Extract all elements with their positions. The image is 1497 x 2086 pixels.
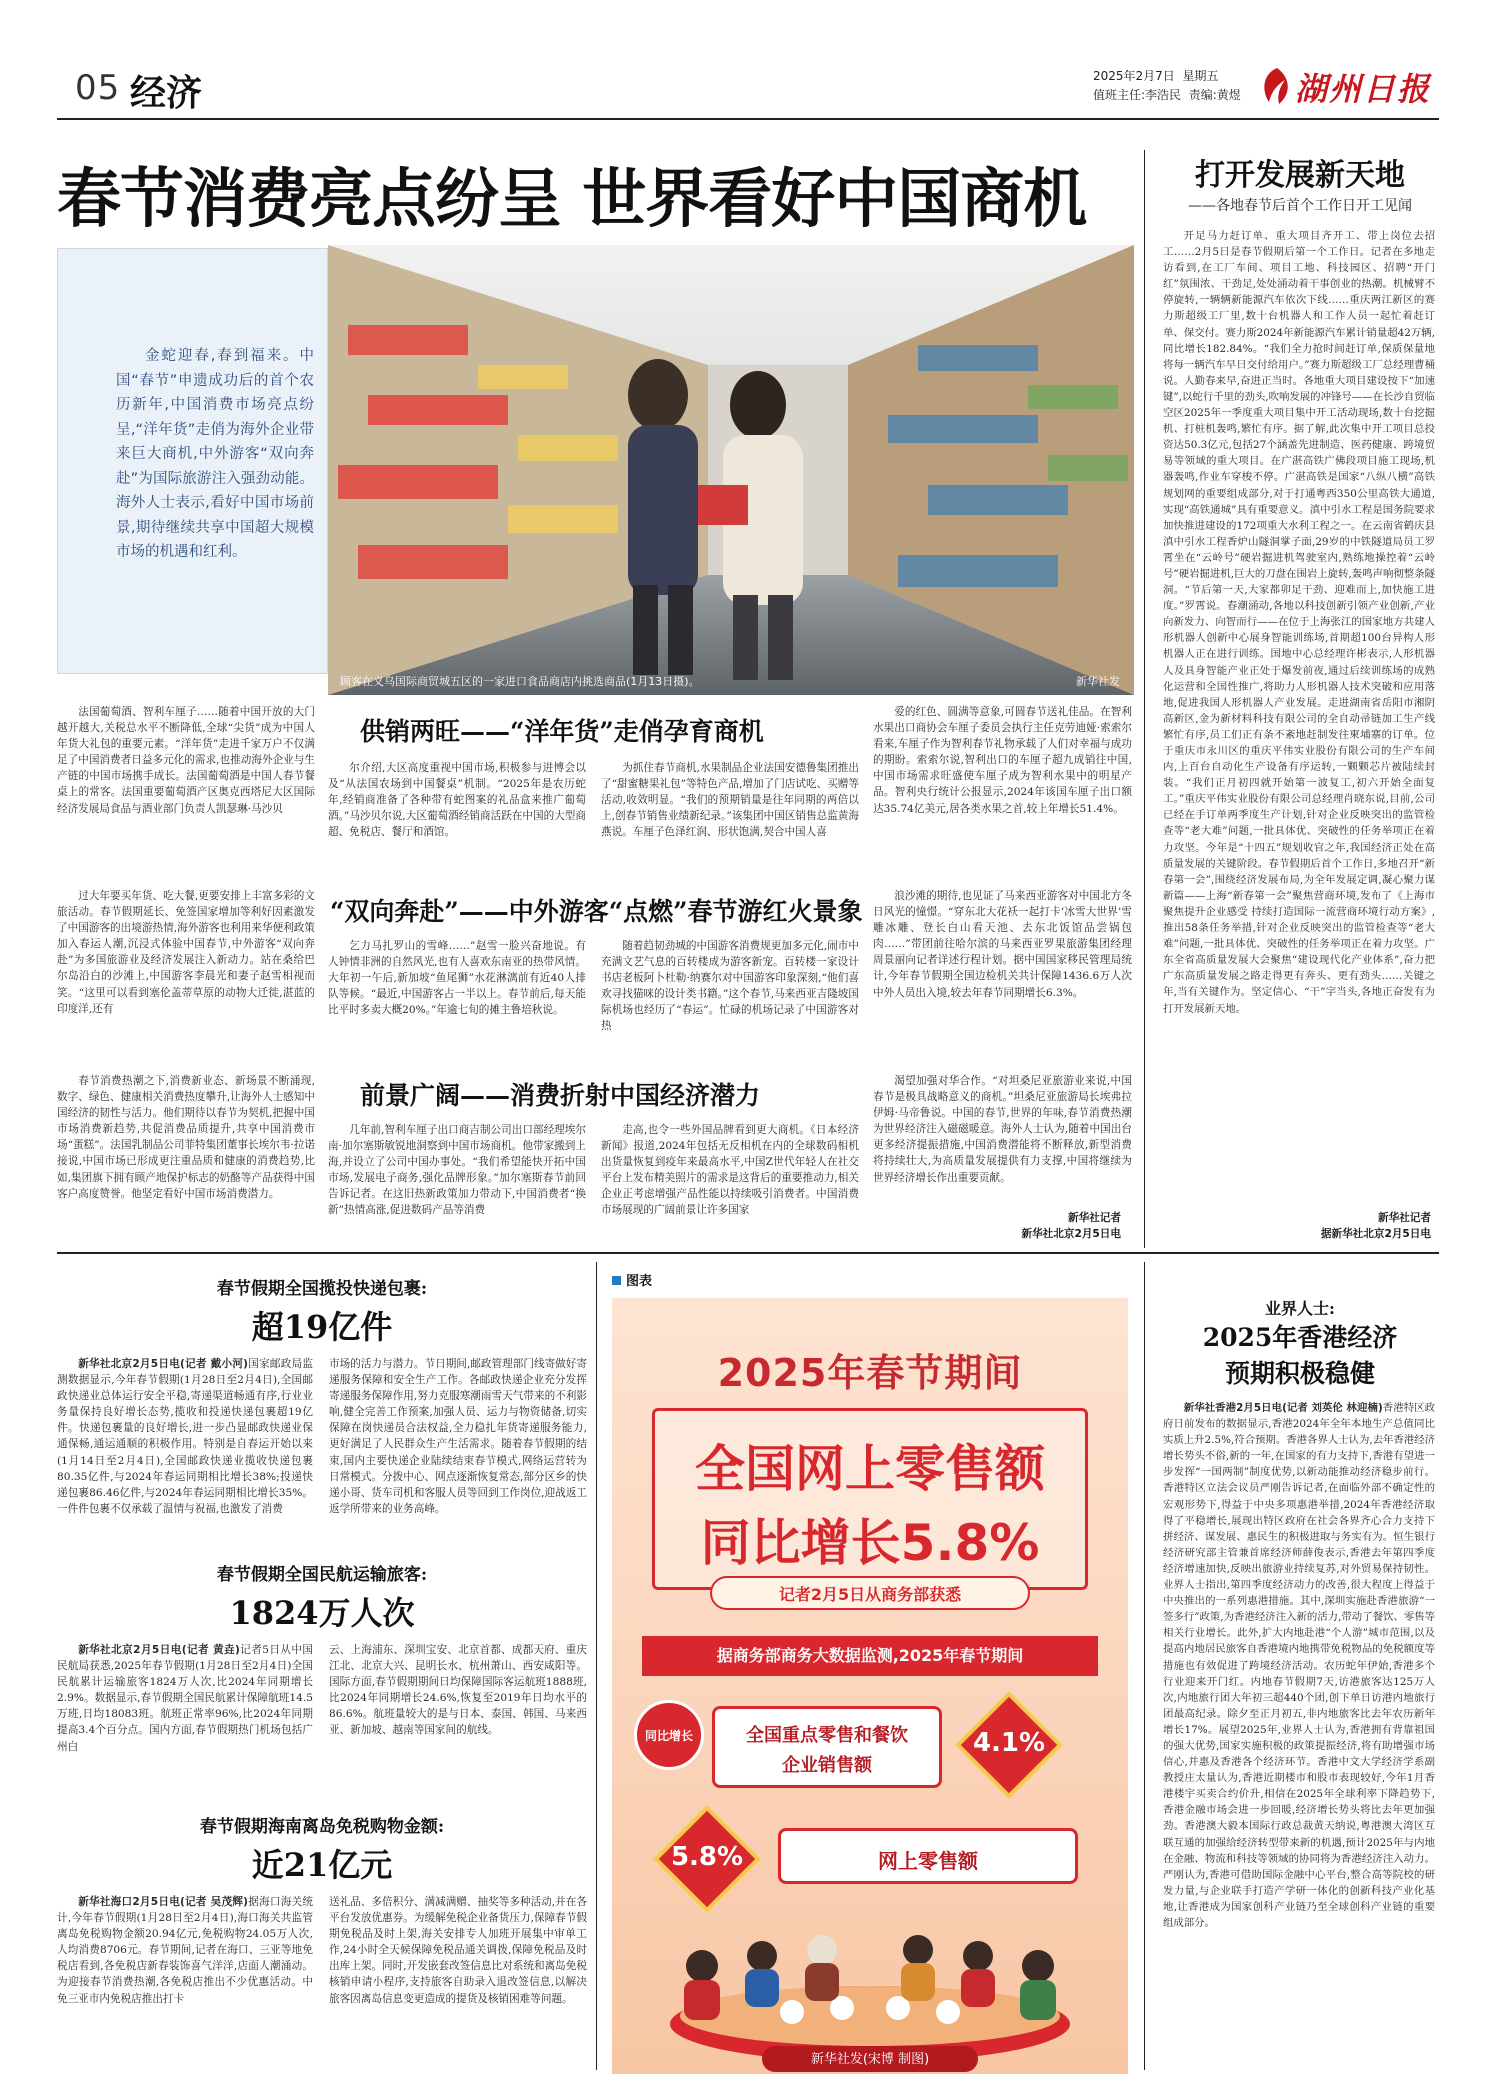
infographic-item2 xyxy=(778,1828,1078,1884)
main-photo xyxy=(328,245,1134,695)
infographic-year-title: 2025年春节期间 xyxy=(717,1351,1023,1395)
brief-aviation-dateline: 新华社北京2月5日电(记者 黄垚) xyxy=(78,1644,240,1656)
middle-rule xyxy=(57,1252,1439,1254)
main-byline xyxy=(873,1210,1121,1242)
infographic-growth-tag xyxy=(634,1700,704,1770)
travel-column-1: 过大年要买年货、吃大餐,更要安排上丰富多彩的文旅活动。春节假期延长、免签国家增加等利好因素激发了中国游客的出境游热情,海外游客也利用来华便利政策加入春运人潮,沉浸式体验中国春节,中外游客“双向奔赴”为多国旅游业及经济发展注入新动力。站在桑给巴尔岛沿白的沙滩上,中国游客李晨光和妻子赵雪相视而笑。“这里可以看到塞伦盖蒂草原的动物大迁徙,湛蓝的印度洋,还有 xyxy=(57,890,315,1015)
brief-express-col1-text: 国家邮政局监测数据显示,今年春节假期(1月28日至2月4日),全国邮政快递业总体运行安全平稳,寄递渠道畅通有序,行业业务量保持良好增长态势,揽收和投递快递包裹超19亿件。快递包裹量的良好增长,进一步凸显邮政快递业保通保畅,通运通顺的积极作用。特别是自春运开始以来(1月14日至2月4日),全国邮政快递业揽收快递包裹80.35亿件,与2024年春运同期相比增长38%;投递快递包裹86.46亿件,与2024年春运同期相比增长35%。一件件包裹不仅承载了温情与祝福,也激发了消费 xyxy=(57,1358,313,1515)
brief-aviation-title: 1824万人次 xyxy=(229,1594,415,1632)
infographic-item1-label1: 全国重点零售和餐饮 xyxy=(746,1725,908,1746)
infographic-headline-box xyxy=(652,1408,1088,1590)
brief-hainan-kicker: 春节假期海南离岛免税购物金额: xyxy=(199,1817,445,1837)
brief-aviation-text xyxy=(57,1642,587,1792)
brief-express-text xyxy=(57,1356,587,1536)
brief-express-kicker: 春节假期全国揽投快递包裹: xyxy=(216,1279,428,1299)
sub2-column-2: 乞力马扎罗山的雪峰……”赵雪一脸兴奋地说。有人钟情非洲的自然风光,也有人喜欢东南亚的热带风情。大年初一午后,新加坡“鱼尾狮”水花淋漓前有近40人排队等候。“最近,中国游客占一半以上。春节前后,每天能比平时多卖大概20%。”年逾七旬的摊主鲁培秋说。 xyxy=(328,940,586,1017)
infographic-credit: 新华社发(宋博 制图) xyxy=(810,2052,930,2067)
subhead-travel: “双向奔赴”——中外游客“点燃”春节游红火景象 xyxy=(330,897,863,926)
lead-text: 金蛇迎春,春到福来。中国“春节”申遗成功后的首个农历新年,中国消费市场亮点纷呈,“洋年货”走俏为海外企业带来巨大商机,中外游客“双向奔赴”为国际旅游注入强劲动能。海外人士表示,看好中国市场前景,期待继续共享中国超大规模市场的机遇和红利。 xyxy=(116,348,314,560)
section-name: 经济 xyxy=(130,73,203,114)
infographic-growth-tag-text: 同比增长 xyxy=(644,1729,693,1743)
hk-title-line2: 预期积极稳健 xyxy=(1224,1359,1375,1388)
paper-name: 湖州日报 xyxy=(1295,70,1432,108)
brief-aviation-col2: 云、上海浦东、深圳宝安、北京首都、成都天府、重庆江北、北京大兴、昆明长水、杭州萧山、西安咸阳等。国际方面,春节假期期间日均保障国际客运航班1888班,比2024年同期增长24.6%,恢复至2019年日均水平的86.6%。航班量较大的是与日本、泰国、韩国、马来西亚、新加坡、越南等国家间的航线。 xyxy=(329,1644,587,1737)
hk-kicker: 业界人士: xyxy=(1265,1299,1335,1318)
date-text: 2025年2月7日 xyxy=(1093,69,1175,83)
brief-express-col1 xyxy=(57,1356,313,1536)
right-byline xyxy=(1163,1210,1431,1242)
photo-caption: 顾客在义乌国际商贸城五区的一家进口食品商店内挑选商品(1月13日摄)。 xyxy=(340,675,700,688)
column-divider-right xyxy=(1144,150,1145,1248)
brief-express-dateline: 新华社北京2月5日电(记者 戴小河) xyxy=(78,1358,249,1370)
infographic-label-square-icon xyxy=(612,1276,621,1285)
header-date xyxy=(1093,67,1218,84)
brief-aviation-col1-text: 记者5日从中国民航局获悉,2025年春节假期(1月28日至2月4日)全国民航累计运输旅客1824万人次,比2024年同期增长2.9%。数据显示,春节假期全国民航累计保障航班14.5万班,日均18083班。航班正常率96%,比2024年同期提高3.4个百分点。国内方面,春节假期热门机场包括广州白 xyxy=(57,1644,313,1753)
brief-express-title: 超19亿件 xyxy=(251,1308,393,1346)
right-article-subtitle: ——各地春节后首个工作日开工见闻 xyxy=(1188,198,1412,214)
brief-hainan-col1-text: 据海口海关统计,今年春节假期(1月28日至2月4日),海口海关共监管离岛免税购物金额20.94亿元,免税购物24.05万人次,人均消费8706元。春节期间,记者在海口、三亚等地免税店看到,各免税店新春装饰喜气洋洋,店面人潮涌动。为迎接春节消费热潮,各免税店推出不少优惠活动。中免三亚市内免税店推出打卡 xyxy=(57,1896,313,2005)
supermarket-photo-icon xyxy=(328,245,1134,695)
page-number: 05 xyxy=(75,68,121,108)
header-editors xyxy=(1093,86,1241,103)
potential-column-1: 春节消费热潮之下,消费新业态、新场景不断涌现,数字、绿色、健康相关消费热度攀升,让海外人士感知中国经济的韧性与活力。他们期待以春节为契机,把握中国市场消费新趋势,共促消费品质提升,共享中国消费市场“蛋糕”。法国乳制品公司菲特集团董事长埃尔韦·拉诺接说,中国市场已形成更注重品质和健康的消费趋势,比如,集团旗下拥有顾产地保护标志的奶酪等产品获得中国客户高度赞誉。他坚定看好中国市场消费潜力。 xyxy=(57,1075,315,1200)
right-article-body: 开足马力赶订单、重大项目齐开工、带上岗位去招工……2月5日是春节假期后第一个工作日。记者在多地走访看到,在工厂车间、项目工地、科技园区、招聘“开门红”氛围浓、干劲足,处处涌动着干事创业的热潮。机械臂不停旋转,一辆辆新能源汽车依次下线……重庆两江新区的赛力斯超级工厂里,数十台机器人和工作人员一起忙着赶订单、保交付。赛力斯2024年新能源汽车累计销量超42万辆,同比增长182.84%。“我们全力抢时间赶订单,保质保量地将每一辆汽车早日交付给用户。”赛力斯超级工厂总经理曹桶说。人勤春来早,奋进正当时。各地重大项目建设按下“加速键”,以蛇行千里的劲头,吹响发展的冲锋号——在长沙自贸临空区2025年一季度重大项目集中开工活动现场,数十台挖掘机、打桩机轰鸣,繁忙有序。据了解,此次集中开工项目总投资达50.3亿元,包括27个涵盖先进制造、医药健康、跨境贸易等领域的重大项目。在广湛高铁广佛段项目施工现场,机器轰鸣,作业车穿梭不停。广湛高铁是国家“八纵八横”高铁规划网的重要组成部分,对于打通粤西350公里高铁大通道,实现“高铁通城”具有重要意义。滇中引水工程是国务院要求加快推进建设的172项重大水利工程之一。在云南省鹤庆县滇中引水工程香炉山隧洞掌子面,29岁的中铁隧道局员工罗霄坐在“云岭号”硬岩掘进机驾驶室内,熟练地操控着“云岭号”硬岩掘进机,巨大的刀盘在围岩上旋转,轰鸣声响彻整条隧洞。“节后第一天,大家都卯足干劲、迎难而上,加快施工进度。”罗霄说。春潮涌动,各地以科技创新引领产业创新,产业向新发力、向智而行——在位于上海张江的国家地方共建人形机器人创新中心展身智能训练场,首期超100台异构人形机器人正在进行训练。国地中心总经理许彬表示,人形机器人及具身智能产业正处于爆发前夜,通过后续训练场的成熟化运营和全国性推广,将助力人形机器人技术突破和应用落地,促进我国人形机器人产业发展。走进湖南省岳阳市湘阴高新区,金为新材料科技有限公司的全自动帚链加工生产线繁忙有序,员工们正有条不紊地赶制发往柬埔寨的订单。位于重庆市永川区的重庆平伟实业股份有限公司的生产车间内,上百台自动化生产设备有序运转,一颗颗芯片被陆续封装。“我们正月初四就开始第一波复工,初六开始全面复工。”重庆平伟实业股份有限公司总经理肖晓东说,目前,公司已经在手订单两季度生产计划,针对企业反映突出的监管检查等“老大难”问题,一批具体优、突破性的任务举项正在着力攻坚。今年是“十四五”规划收官之年,我国经济正处在高质量发展的关键阶段。春节假期后首个工作日,多地召开“新春第一会”,围绕经济发展布局,为全年发展定调,凝心聚力谋新篇——上海“新春第一会”聚焦营商环境,发布了《上海市聚焦提升企业感受 持续打造国际一流营商环境行动方案》,推出58条任务举措,针对企业反映突出的监管检查等“老大难”问题,一批具体优、突破性的任务举项正在着力攻坚。广东全省高质量发展大会聚焦“建设现代化产业体系”,奋力把广东高质量发展之路走得更有奔头、更有劲头……关键之年,当有关键作为。坚定信心、“干”字当头,各地正奋发有为打开发展新天地。 xyxy=(1163,230,1435,1015)
infographic-item2-value-badge xyxy=(652,1804,762,1914)
proofreader-text: 责编:黄煜 xyxy=(1188,88,1241,102)
hk-body xyxy=(1163,1400,1435,2072)
infographic-item1-value: 4.1% xyxy=(972,1728,1046,1758)
infographic-item1-label2: 企业销售额 xyxy=(782,1755,872,1776)
sub1-column-3: 为抓住春节商机,水果制品企业法国安德鲁集团推出了“甜蜜糖果礼包”等特色产品,增加了门店试吃、买赠等活动,收效明显。“我们的预期销量是往年同期的两倍以上,创春节销售业绩新纪录。”该集团中国区销售总监黄海燕说。车厘子色泽红润、形状饱满,契合中国人喜 xyxy=(601,762,859,839)
sub3-column-3: 走高,也令一些外国品牌看到更大商机。《日本经济新闻》报道,2024年包括无反相机在内的全球数码相机出货量恢复到疫年来最高水平,中国Z世代年轻人在社交平台上发布精美照片的需求是这背后的重要推动力,相关企业正考虑增强产品性能以持续吸引消费者。中国消费市场展现的广阔前景让许多国家 xyxy=(601,1124,859,1217)
infographic xyxy=(612,1298,1128,2074)
header-rule xyxy=(57,118,1439,120)
main-byline-reporter: 新华社记者 xyxy=(1068,1212,1121,1224)
main-byline-dateline: 新华社北京2月5日电 xyxy=(1021,1228,1121,1240)
brief-aviation-col1 xyxy=(57,1642,313,1792)
sub2-column-3: 随着趋韧劲城的中国游客消费规更加多元化,闹市中充满文艺气息的百转楼成为游客新宠。百转楼一家设计书店老板阿卜杜勒·纳赛尔对中国游客印象深刻,“他们喜欢寻找猫咪的设计类书籍。”这个春节,马来西亚吉隆坡国际机场也经历了“春运”。忙碌的机场记录了中国游客对热 xyxy=(601,940,859,1033)
sub2-column-4: 浪沙滩的期待,也见证了马来西亚游客对中国北方冬日风光的憧憬。“穿东北大花袄一起打卡‘冰雪大世界’雪雕冰雕、登长白山看天池、去东北饭馆品尝锅包肉……”带团前往哈尔滨的马来西亚罗果旅游集团经理周景丽向记者详述行程计划。据中国国家移民管理局统计,今年春节假期全国边检机关共计保障1436.6万人次中外人员出入境,较去年春节同期增长6.3%。 xyxy=(873,890,1132,999)
brief-hainan-dateline: 新华社海口2月5日电(记者 吴茂辉) xyxy=(78,1896,249,1908)
brief-hainan-text xyxy=(57,1894,587,2072)
subhead-potential: 前景广阔——消费折射中国经济潜力 xyxy=(360,1081,761,1110)
hk-body-text: 香港特区政府日前发布的数据显示,香港2024年全年本地生产总值同比实质上升2.5%,符合预期。香港各界人士认为,去年香港经济增长势头不俗,新的一年,在国家的有力支持下,香港有望进一步发挥“一国两制”制度优势,以新动能推动经济稳步前行。香港特区立法会议员严刚告诉记者,在面临外部不确定性的宏观形势下,得益于中央多项惠港举措,2024年香港经济取得了平稳增长,展现出特区政府在社会各界齐心合力支持下拼经济、谋发展、惠民生的积极进取与务实有为。恒生银行经济研究部主管兼首席经济师薛俊表示,香港去年第四季度经济增速加快,反映出旅游业持续复苏,对外贸易保持韧性。业界人士指出,第四季度经济动力的改善,很大程度上得益于中央推出的一系列惠港措施。其中,深圳实施赴香港旅游“一签多行”政策,为香港经济注入新的活力,带动了餐饮、零售等相关行业增长。此外,扩大内地赴港“个人游”城市范围,以及提高内地居民旅客自香港境内地携带免税物品的免税额度等措施也有效促进了跨境经济活动。农历蛇年伊始,香港多个行业迎来开门红。内地春节假期7天,访港旅客达125万人次,内地旅行团大年初三超440个团,创下单日访港内地旅行团最高纪录。除夕至正月初五,非内地旅客比去年农历新年增长17%。展望2025年,业界人士认为,香港拥有背靠祖国的强大优势,国家实施积极的政策提振经济,将有助增强市场信心,并惠及香港各个经济环节。香港中文大学经济学系副教授庄太量认为,香港近期楼市和股市表现较好,今年1月香港楼宇买卖合约价升,相信在2025年全球利率下降趋势下,香港金融市场会进一步回暖,经济增长势头将比去年更加强劲。香港澳大毅本国际行政总裁黄天纳说,粤港澳大湾区互联互通的加强给经济转型带来新的机遇,预计2025年与内地在金融、物流和科技等领域的协同将为香港经济注入动力。严刚认为,香港可借助国际金融中心平台,整合高等院校的研发力量,与企业联手打造产学研一体化的创新科技产业化基地,让香港成为国家创科产业链乃至全球创科产业链的重要组成部分。 xyxy=(1163,1402,1435,1929)
main-headline: 春节消费亮点纷呈 世界看好中国商机 xyxy=(57,162,1087,237)
brief-hainan-title: 近21亿元 xyxy=(251,1846,393,1884)
infographic-item2-value: 5.8% xyxy=(670,1842,744,1872)
column-divider-bottom-right xyxy=(1144,1262,1145,2070)
sub1-column-4: 爱的红色、圆满等意象,可圆春节送礼佳品。在智利水果出口商协会车厘子委员会执行主任克劳迪娅·索索尔看来,车厘子作为智利春节礼物承载了人们对幸福与成功的期盼。索索尔说,智利出口的车厘子超九成销往中国,中国市场需求旺盛使车厘子成为智利水果中的明星产品。智利央行统计公报显示,2024年该国车厘子出口额达35.74亿美元,居各类水果之首,较上年增长51.4%。 xyxy=(873,706,1132,815)
hk-dateline: 新华社香港2月5日电(记者 刘英伦 林迎楠) xyxy=(1183,1402,1383,1414)
brief-express-col2: 市场的活力与潜力。节日期间,邮政管理部门线寄做好寄递服务保障和安全生产工作。各邮政快递企业充分发挥寄递服务保障作用,努力克服寒潮雨雪天气带来的不利影响,健全完善工作预案,加强人员、运力与物资储备,切实保障在岗快递员合法权益,全力稳扎年货寄递服务能力,更好满足了人民群众生产生活需求。随着春节假期的结束,国内主要快递企业陆续结束春节模式,网络运营转为日常模式。分拨中心、网点逐渐恢复常态,部分区乡的快递小哥、货车司机和客服人员等回到工作岗位,迎战返工返学所带来的业务高峰。 xyxy=(329,1358,587,1515)
weekday-text: 星期五 xyxy=(1182,69,1219,83)
intro-column: 法国葡萄酒、智利车厘子……随着中国开放的大门越开越大,关税总水平不断降低,全球“尖货”成为中国人年货大礼包的重要元素。“洋年货”走进千家万户不仅满足了中国消费者日益多元化的需求,也推动海外企业与生产链的中国市场携手成长。法国葡萄酒是中国人春节餐桌上的常客。法国重要葡萄酒产区奥克西塔尼大区国际经济发展局食品与酒业部门负责人凯瑟琳·马沙贝 xyxy=(57,706,315,815)
brief-aviation-kicker: 春节假期全国民航运输旅客: xyxy=(216,1565,428,1585)
sub3-column-2: 几年前,智利车厘子出口商吉制公司出口部经理埃尔南·加尔塞斯敏锐地洞察到中国市场商机。他带家搬到上海,并设立了公司中国办事处。“我们希望能快开拓中国市场,发展电子商务,强化品牌形象。”加尔塞斯春节前回告诉记者。在这旧热新政策加力带动下,中国消费者“换新”热情高涨,促进数码产品等消费 xyxy=(328,1124,586,1217)
editor-text: 值班主任:李浩民 xyxy=(1093,88,1182,102)
sub3-column-4: 渴望加强对华合作。“对坦桑尼亚旅游业来说,中国春节是极具战略意义的商机。”坦桑尼亚旅游局长埃弗拉伊姆·马帝鲁说。中国的春节,世界的年味,春节消费热潮为世界经济注入磁磁暖意。海外人士认为,随着中国出台更多经济提振措施,中国消费潜能将不断释放,新型消费将持续壮大,为高质量发展提供有力支撑,中国将继续为世界经济增长作出重要贡献。 xyxy=(873,1075,1132,1184)
sub1-column-2: 尔介绍,大区高度重视中国市场,积极参与进博会以及“从法国农场到中国餐桌”机制。“2025年是农历蛇年,经销商准备了各种带有蛇图案的礼品盒来推广葡萄酒。”马沙贝尔说,大区葡萄酒经销商活跃在中国的大型商超、免税店、餐厅和酒馆。 xyxy=(328,762,586,839)
right-byline-dateline: 据新华社北京2月5日电 xyxy=(1320,1228,1431,1240)
infographic-item2-label: 网上零售额 xyxy=(878,1849,978,1873)
infographic-item1-value-badge xyxy=(954,1690,1064,1800)
paper-logo-icon xyxy=(1255,64,1295,106)
right-byline-reporter: 新华社记者 xyxy=(1378,1212,1431,1224)
infographic-label xyxy=(612,1270,652,1289)
infographic-item1 xyxy=(712,1706,942,1788)
lead-box xyxy=(57,248,328,674)
infographic-source-pill: 记者2月5日从商务部获悉 xyxy=(710,1576,1030,1610)
photo-credit: 新华社发 xyxy=(1076,675,1120,688)
paper-logo xyxy=(1255,62,1435,108)
page-header xyxy=(0,0,1497,120)
subhead-supply: 供销两旺——“洋年货”走俏孕育商机 xyxy=(360,717,764,746)
right-article-title: 打开发展新天地 xyxy=(1195,158,1405,193)
column-divider-bottom-left xyxy=(596,1262,597,2070)
infographic-banner: 据商务部商务大数据监测,2025年春节期间 xyxy=(642,1636,1098,1676)
hk-title-line1: 2025年香港经济 xyxy=(1202,1323,1398,1352)
brief-hainan-col1 xyxy=(57,1894,313,2072)
infographic-big-line1: 全国网上零售额 xyxy=(695,1440,1045,1498)
infographic-label-text: 图表 xyxy=(626,1274,653,1289)
brief-hainan-col2: 送礼品、多倍积分、满减满赠、抽奖等多种活动,并在各平台发放优惠券。为缓解免税企业备货压力,保障春节假期免税品及时上架,海关安排专人加班开展集中审单工作,24小时全天候保障免税品通关调拨,保障免税品及时出库上架。同时,开发嵌套改签信息比对系统和离岛免税核销申请小程序,支持旅客自助录入退改签信息,以解决旅客因离岛信息变更造成的提货及核销困难等问题。 xyxy=(329,1896,587,2005)
infographic-big-line2: 同比增长5.8% xyxy=(700,1514,1040,1572)
